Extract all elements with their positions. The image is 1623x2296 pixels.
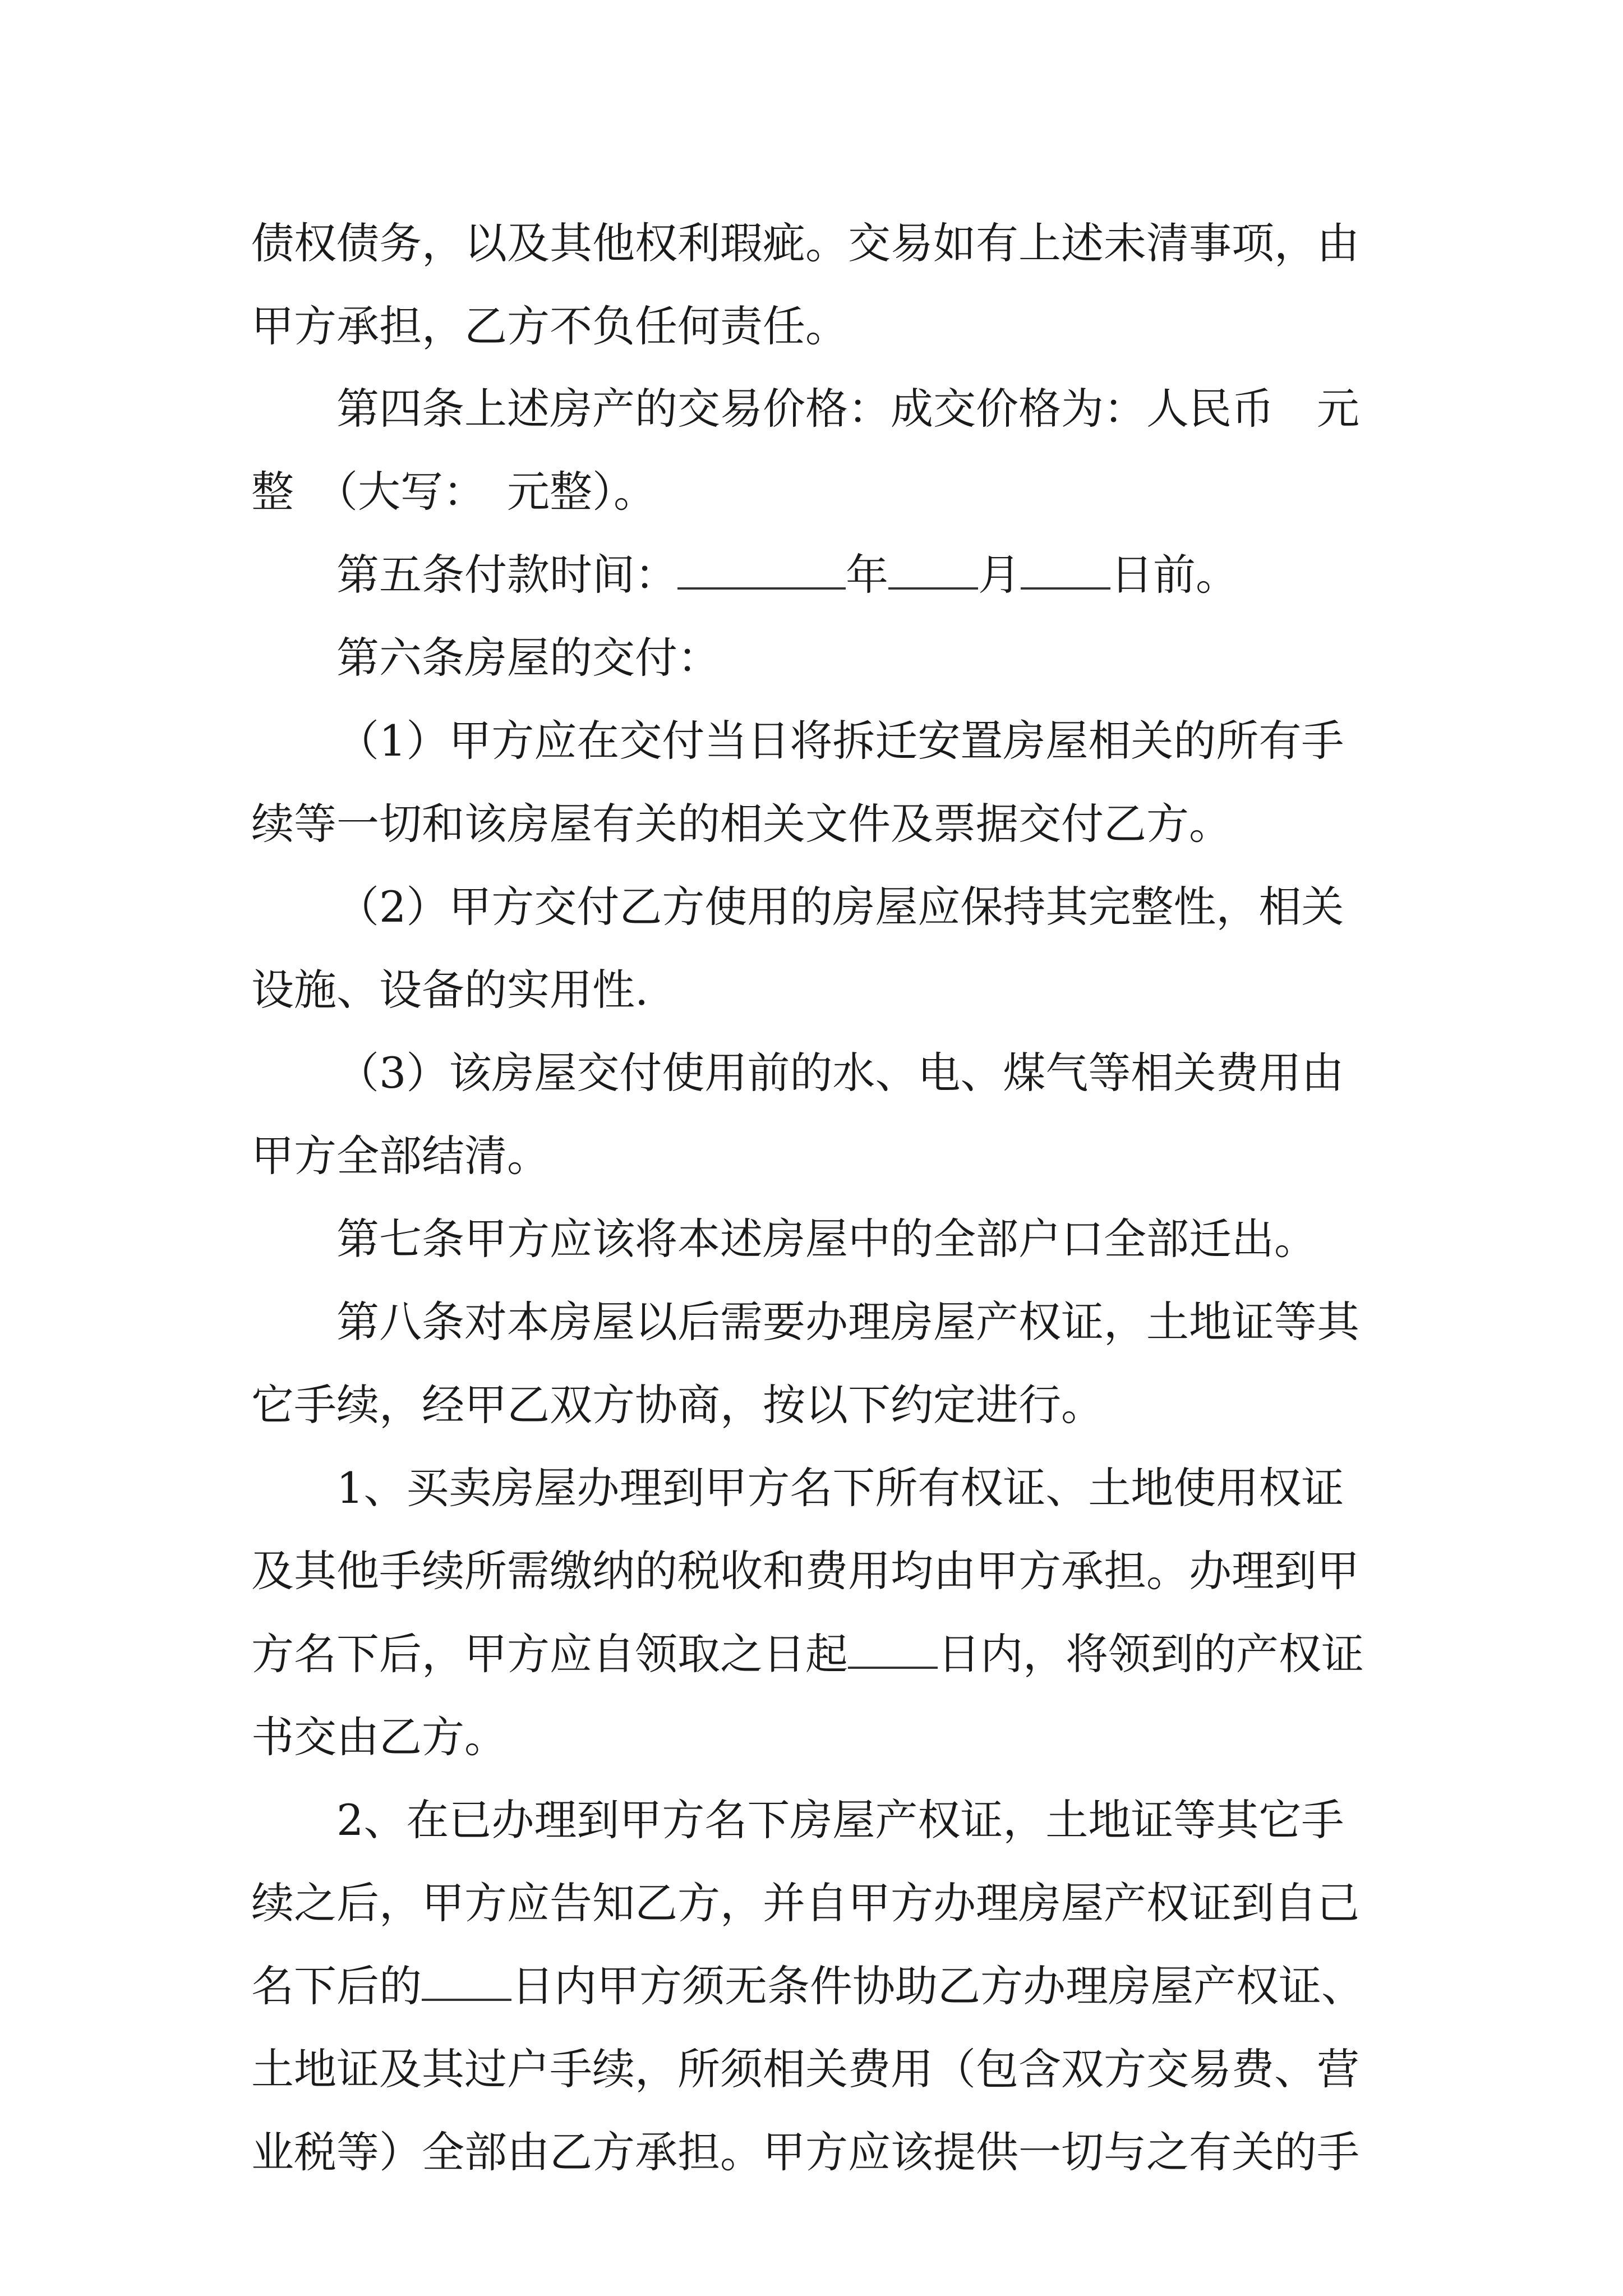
line-text: 第四条上述房产的交易价格：成交价格为：人民币 元 [336,384,1359,434]
line-text: 年 [846,550,888,600]
line-text: 2、在已办理到甲方名下房屋产权证，土地证等其它手 [336,1795,1344,1845]
line-text: 续等一切和该房屋有关的相关文件及票据交付乙方。 [251,799,1232,849]
line-text: 日前。 [1110,550,1238,600]
item-2-line [336,1792,1344,1848]
line-text: 书交由乙方。 [251,1712,507,1762]
clause-2-line [336,879,1344,935]
line-text: 及其他手续所需缴纳的税收和费用均由甲方承担。办理到甲 [251,1546,1359,1596]
line-text: 续之后，甲方应告知乙方，并自甲方办理房屋产权证到自己 [251,1878,1359,1928]
item-1-line [251,1626,1364,1682]
line-text: 甲方承担，乙方不负任何责任。 [251,301,848,351]
article-7-line [336,1211,1317,1267]
line-text: 方名下后，甲方应自领取之日起 [251,1629,848,1679]
article-4-line [251,464,656,520]
line-text: 甲方全部结清。 [251,1131,550,1181]
item-2-line [251,2124,1359,2180]
article-4-line [336,381,1359,437]
clause-3-line [251,1128,550,1184]
item-2-line [251,1958,1364,2014]
clause-1-line [336,713,1344,769]
clause-2-line [251,962,648,1018]
line-text: 名下后的 [251,1961,422,2011]
line-text: 业税等）全部由乙方承担。甲方应该提供一切与之有关的手 [251,2127,1359,2177]
line-text: （1）甲方应在交付当日将拆迁安置房屋相关的所有手 [336,716,1344,766]
article-5-line [336,547,1238,603]
blank-field-year [677,548,846,590]
line-text: 第七条甲方应该将本述房屋中的全部户口全部迁出。 [336,1214,1317,1264]
blank-field-month [888,548,978,590]
line-text: （3）该房屋交付使用前的水、电、煤气等相关费用由 [336,1048,1344,1098]
line-text: 月 [978,550,1021,600]
item-2-line [251,1875,1359,1931]
line-text: 设施、设备的实用性. [251,965,649,1015]
clause-1-line [251,796,1232,852]
article-6-heading [336,630,720,686]
blank-field-days [848,1627,938,1669]
line-text: 第八条对本房屋以后需要办理房屋产权证，土地证等其 [336,1297,1359,1347]
line-text: 它手续，经甲乙双方协商，按以下约定进行。 [251,1380,1104,1430]
line-text: 1、买卖房屋办理到甲方名下所有权证、土地使用权证 [336,1463,1344,1513]
item-1-line [251,1543,1359,1599]
blank-field-day [1021,548,1110,590]
paragraph-line [251,298,848,355]
blank-field-days [422,1959,511,2001]
line-text: 日内，将领到的产权证 [938,1629,1364,1679]
line-text: 债权债务，以及其他权利瑕疵。交易如有上述未清事项，由 [251,218,1359,268]
line-text: （2）甲方交付乙方使用的房屋应保持其完整性，相关 [336,882,1344,932]
article-8-line [251,1377,1104,1433]
item-1-line [251,1709,507,1765]
line-text: 第五条付款时间： [336,550,677,600]
line-text: 土地证及其过户手续，所须相关费用（包含双方交易费、营 [251,2044,1359,2094]
item-2-line [251,2041,1359,2097]
paragraph-line [251,215,1391,272]
line-text: 第六条房屋的交付： [336,633,720,683]
line-text: 整 （大写： 元整）。 [251,467,656,517]
item-1-line [336,1460,1344,1516]
clause-3-line [336,1045,1344,1101]
article-8-line [336,1294,1359,1350]
line-text: 日内甲方须无条件协助乙方办理房屋产权证、 [511,1961,1364,2011]
